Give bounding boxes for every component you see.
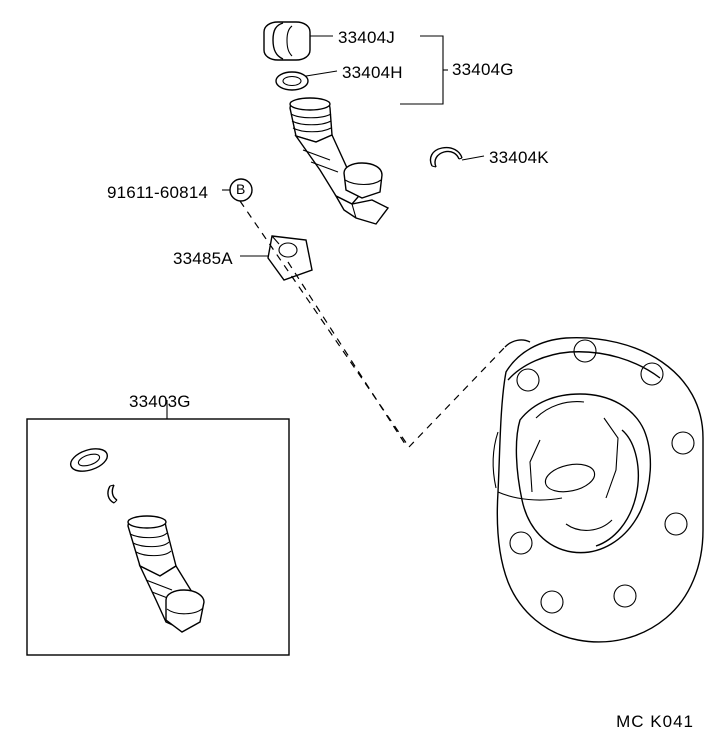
leader-lines (167, 36, 484, 419)
part-33404J-bushing (264, 22, 310, 60)
part-33404K-clip (430, 148, 462, 167)
part-33404H-oring (276, 72, 308, 90)
label-91611-60814: 91611-60814 (107, 183, 209, 202)
kit-driven-gear (128, 516, 204, 632)
diagram-code: MC K041 (616, 712, 694, 731)
kit-clip (108, 485, 117, 503)
label-bolt-mark: B (236, 181, 246, 197)
label-33404K: 33404K (489, 148, 549, 167)
label-33404G: 33404G (452, 60, 514, 79)
leader-33404G (400, 36, 448, 104)
label-33403G: 33403G (129, 392, 191, 411)
part-33485A-lock-plate (268, 236, 312, 280)
part-33404G-driven-gear (290, 98, 388, 224)
label-33485A: 33485A (173, 249, 233, 268)
kit-oring (68, 445, 110, 476)
transmission-extension-housing (493, 338, 703, 642)
label-33404J: 33404J (338, 28, 395, 47)
label-33404H: 33404H (342, 63, 403, 82)
